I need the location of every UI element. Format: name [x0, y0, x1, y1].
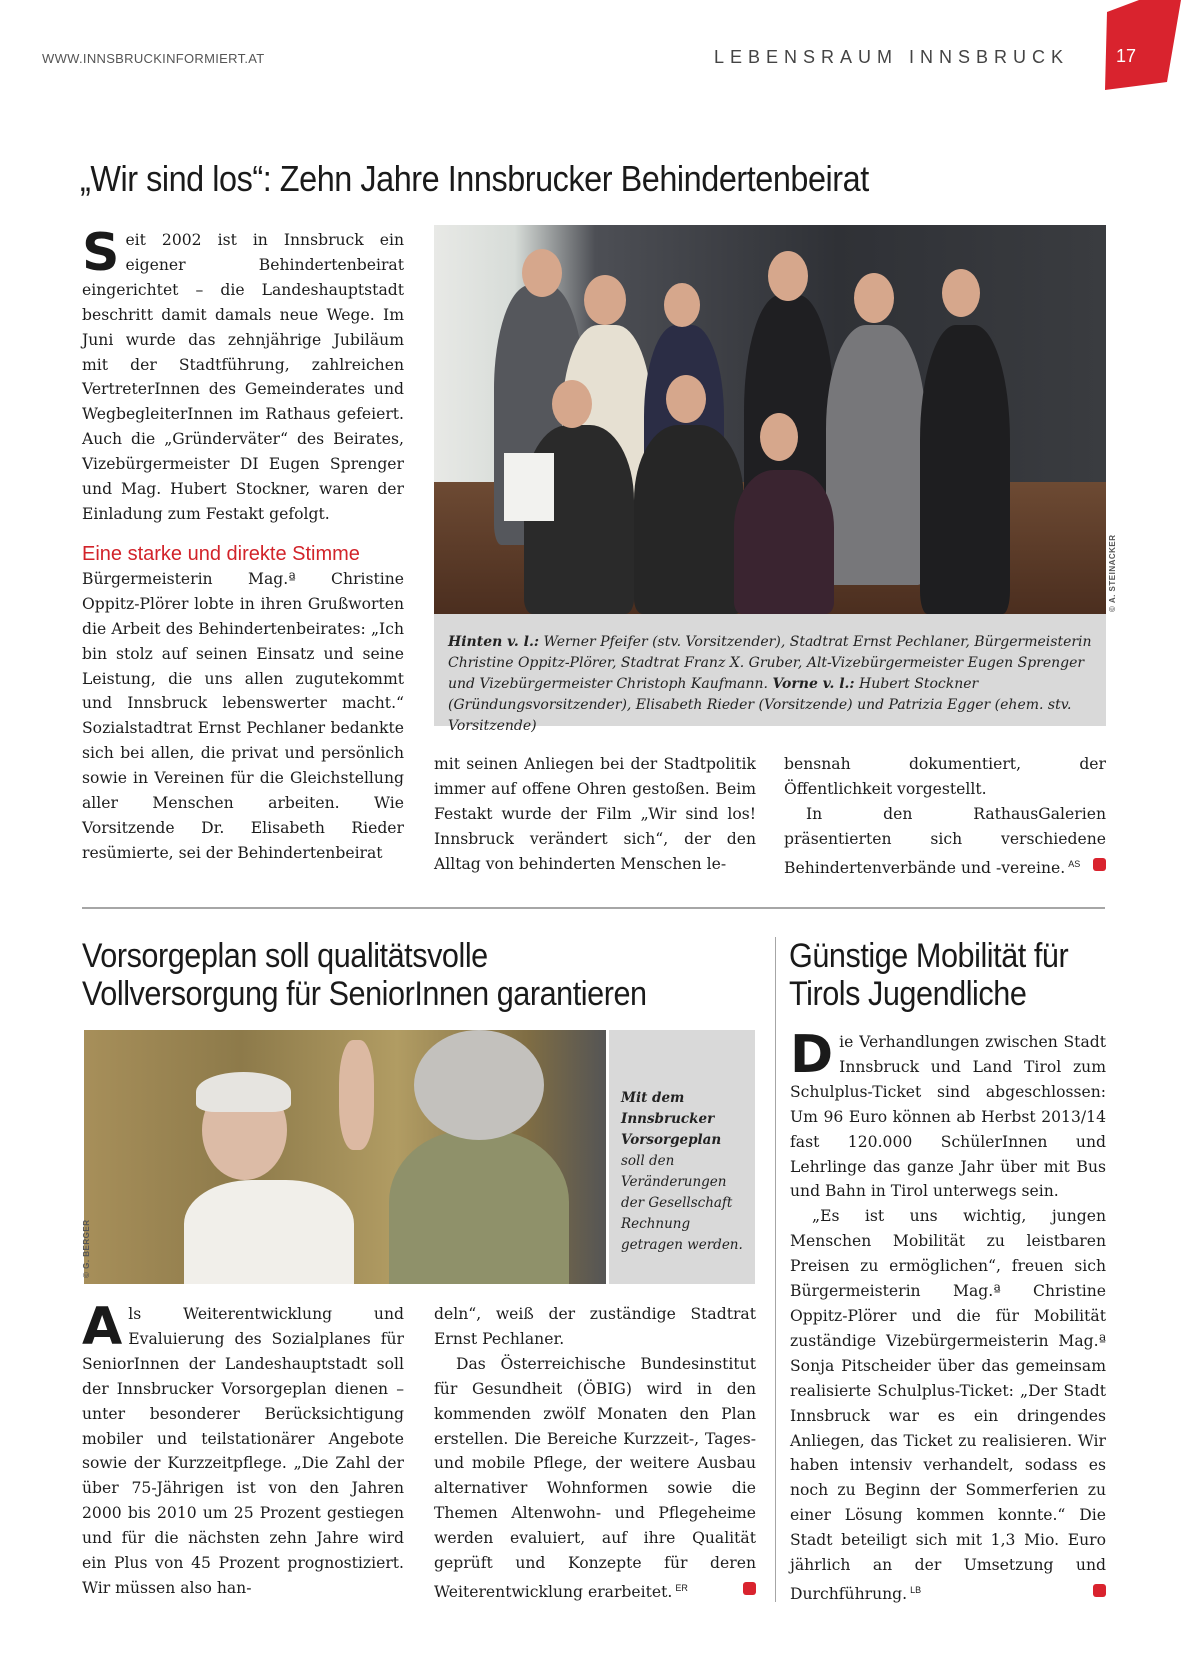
article2-paragraph-2: deln“, weiß der zuständige Stadtrat Ernst Pechlaner.	[434, 1305, 756, 1348]
photo-raised-hand	[339, 1040, 374, 1150]
article3-title-line1: Günstige Mobilität für	[789, 937, 1069, 975]
author-initials: AS	[1068, 858, 1081, 869]
article2-title	[82, 937, 647, 1013]
article1-column-1	[82, 223, 404, 866]
page-tab-marker	[1095, 0, 1181, 90]
photo-head	[760, 413, 798, 461]
article2-paragraph-1: ls Weiterentwicklung und Evaluierung des Sozialplanes für SeniorInnen der Landeshauptstadt soll der Innsbrucker Vorsorgeplan dienen – unter besonderer Berücksichtigung mobiler und teilstationärer Angebote sowie der Kurzzeitpflege. „Die Zahl der über 75-Jährigen ist von den Jahren 2000 bis 2010 um 25 Prozent gestiegen und für die nächsten zehn Jahre wird ein Plus von 45 Prozent prognostiziert. Wir müssen also han-	[82, 1305, 404, 1597]
article1-column-2	[434, 752, 756, 877]
photo-head	[666, 375, 706, 423]
photo-credit: © A. STEINACKER	[1108, 534, 1117, 612]
dropcap: A	[82, 1297, 123, 1357]
photo-head	[768, 251, 808, 301]
photo-head	[854, 273, 894, 323]
caption-label-back: Hinten v. l.:	[448, 634, 539, 650]
article3-paragraph-2: „Es ist uns wichtig, jungen Menschen Mobilität zu leistbaren Preisen zu ermöglichen“, freuen sich Bürgermeisterin Mag.ª Christine Oppitz-Plörer und die für Mobilität zuständige Vizebürgermeisterin Mag.ª Sonja Pitscheider über das gemeinsam realisierte Schulplus-Ticket: „Der Stadt Innsbruck war es ein dringendes Anliegen, das Ticket zu realisieren. Wir haben intensiv verhandelt, sodass es noch zu Beginn der Sommerferien zu einer Lösung kommen konnte.“ Die Stadt beteiligt sich mit 1,3 Mio. Euro jährlich an der Umsetzung und Durchführung.	[790, 1207, 1106, 1604]
photo-person	[920, 325, 1010, 614]
red-tab-shape	[1095, 0, 1181, 90]
article2-title-line1: Vorsorgeplan soll qualitätsvolle	[82, 937, 488, 975]
photo-head	[584, 275, 626, 325]
caption-label-front: Vorne v. l.:	[772, 676, 855, 692]
article3-paragraph-1: ie Verhandlungen zwischen Stadt Innsbruck und Land Tirol zum Schulplus-Ticket sind abgeschlossen: Um 96 Euro können ab Herbst 2013/14 fast 120.000 SchülerInnen und Lehrlinge das ganze Jahr über mit Bus und Bahn in Tirol unterwegs sein.	[790, 1033, 1106, 1201]
photo-person	[826, 325, 926, 585]
photo-head	[552, 380, 592, 428]
photo-head	[522, 249, 562, 297]
dropcap: D	[790, 1025, 834, 1085]
photo-person-left	[184, 1180, 354, 1284]
article1-subheading: Eine starke und direkte Stimme	[82, 542, 360, 565]
photo-person-seated	[734, 470, 834, 614]
horizontal-divider	[82, 907, 1105, 909]
article1-paragraph-2: Bürgermeisterin Mag.ª Christine Oppitz-Plörer lobte in ihren Grußworten die Arbeit des Behindertenbeirates: „Ich bin stolz auf seinen Einsatz und seine Leistung, die uns allen zugutekommt und Innsbruck lebenswerter macht.“ Sozialstadtrat Ernst Pechlaner bedankte sich bei allen, die privat und persönlich sowie in Vereinen für die Gleichstellung aller Menschen arbeiten. Wie Vorsitzende Dr. Elisabeth Rieder resümierte, sei der Behindertenbeirat	[82, 569, 404, 862]
article2-column-2	[434, 1302, 756, 1605]
article2-seniors-photo	[84, 1030, 606, 1284]
photo-certificate	[504, 453, 554, 521]
dropcap: S	[82, 223, 120, 283]
article2-paragraph-3: Das Österreichische Bundesinstitut für Gesundheit (ÖBIG) wird in den kommenden zwölf Monaten den Plan erstellen. Die Bereiche Kurzzeit-, Tages- und mobile Pflege, der weitere Ausbau alternativer Wohnformen sowie die Themen Altenwohn- und Pflegeheime werden evaluiert, auf ihre Qualität geprüft und Konzepte für deren Weiterentwicklung erarbeitet.	[434, 1354, 756, 1602]
photo-credit: © G. BERGER	[82, 1219, 91, 1278]
article1-paragraph-1: eit 2002 ist in Innsbruck ein eigener Behindertenbeirat eingerichtet – die Landeshauptstadt beschritt damit damals neue Wege. Im Juni wurde das zehnjährige Jubiläum mit der Stadtführung, zahlreichen VertreterInnen des Gemeinderates und WegbegleiterInnen im Rathaus gefeiert. Auch die „Gründerväter“ des Beirates, Vizebürgermeister DI Eugen Sprenger und Mag. Hubert Stockner, waren der Einladung zum Festakt gefolgt.	[82, 231, 404, 523]
article3-column	[790, 1025, 1106, 1607]
end-of-article-mark	[1093, 858, 1106, 871]
article1-paragraph-4: bensnah dokumentiert, der Öffentlichkeit vorgestellt.	[784, 755, 1106, 798]
photo-person-seated	[634, 425, 744, 614]
caption-text: soll den Veränderungen der Gesellschaft Rechnung getragen werden.	[621, 1153, 743, 1253]
section-title: LEBENSRAUM INNSBRUCK	[713, 47, 1069, 67]
vertical-divider	[775, 937, 776, 1602]
article2-photo-caption	[609, 1030, 755, 1284]
author-initials: ER	[675, 1582, 688, 1593]
article1-group-photo	[434, 225, 1106, 614]
article1-paragraph-5: In den RathausGalerien präsentierten sich verschiedene Behindertenverbände und -vereine.	[784, 804, 1106, 877]
article3-title-line2: Tirols Jugendliche	[789, 975, 1027, 1013]
photo-hair-right	[414, 1030, 544, 1140]
article1-photo-caption	[434, 614, 1106, 734]
photo-hair	[196, 1072, 291, 1112]
article1-column-3	[784, 752, 1106, 881]
photo-person-right	[389, 1130, 569, 1284]
end-of-article-mark	[1093, 1584, 1106, 1597]
article1-title: „Wir sind los“: Zehn Jahre Innsbrucker Behindertenbeirat	[80, 158, 869, 199]
article1-paragraph-3: mit seinen Anliegen bei der Stadtpolitik immer auf offene Ohren gestoßen. Beim Festakt wurde der Film „Wir sind los! Innsbruck verändert sich“, der den Alltag von behinderten Menschen le-	[434, 755, 756, 873]
end-of-article-mark	[743, 1582, 756, 1595]
caption-text-front: Hubert Stockner (Gründungsvorsitzender), Elisabeth Rieder (Vorsitzende) und Patrizia Egger (ehem. stv. Vorsitzende)	[448, 676, 1072, 734]
article2-title-line2: Vollversorgung für SeniorInnen garantieren	[82, 975, 647, 1013]
photo-head	[664, 283, 700, 327]
caption-text-back: Werner Pfeifer (stv. Vorsitzender), Stadtrat Ernst Pechlaner, Bürgermeisterin Christine Oppitz-Plörer, Stadtrat Franz X. Gruber, Alt-Vizebürgermeister Eugen Sprenger und Vizebürgermeister Christoph Kaufmann.	[448, 634, 1092, 692]
article2-column-1	[82, 1297, 404, 1601]
photo-head	[942, 269, 980, 317]
caption-bold: Mit dem Innsbrucker Vorsorgeplan	[621, 1090, 722, 1148]
page-number: 17	[1116, 46, 1137, 66]
author-initials: LB	[910, 1584, 922, 1595]
article3-title	[789, 937, 1068, 1013]
website-url: WWW.INNSBRUCKINFORMIERT.AT	[42, 51, 265, 66]
